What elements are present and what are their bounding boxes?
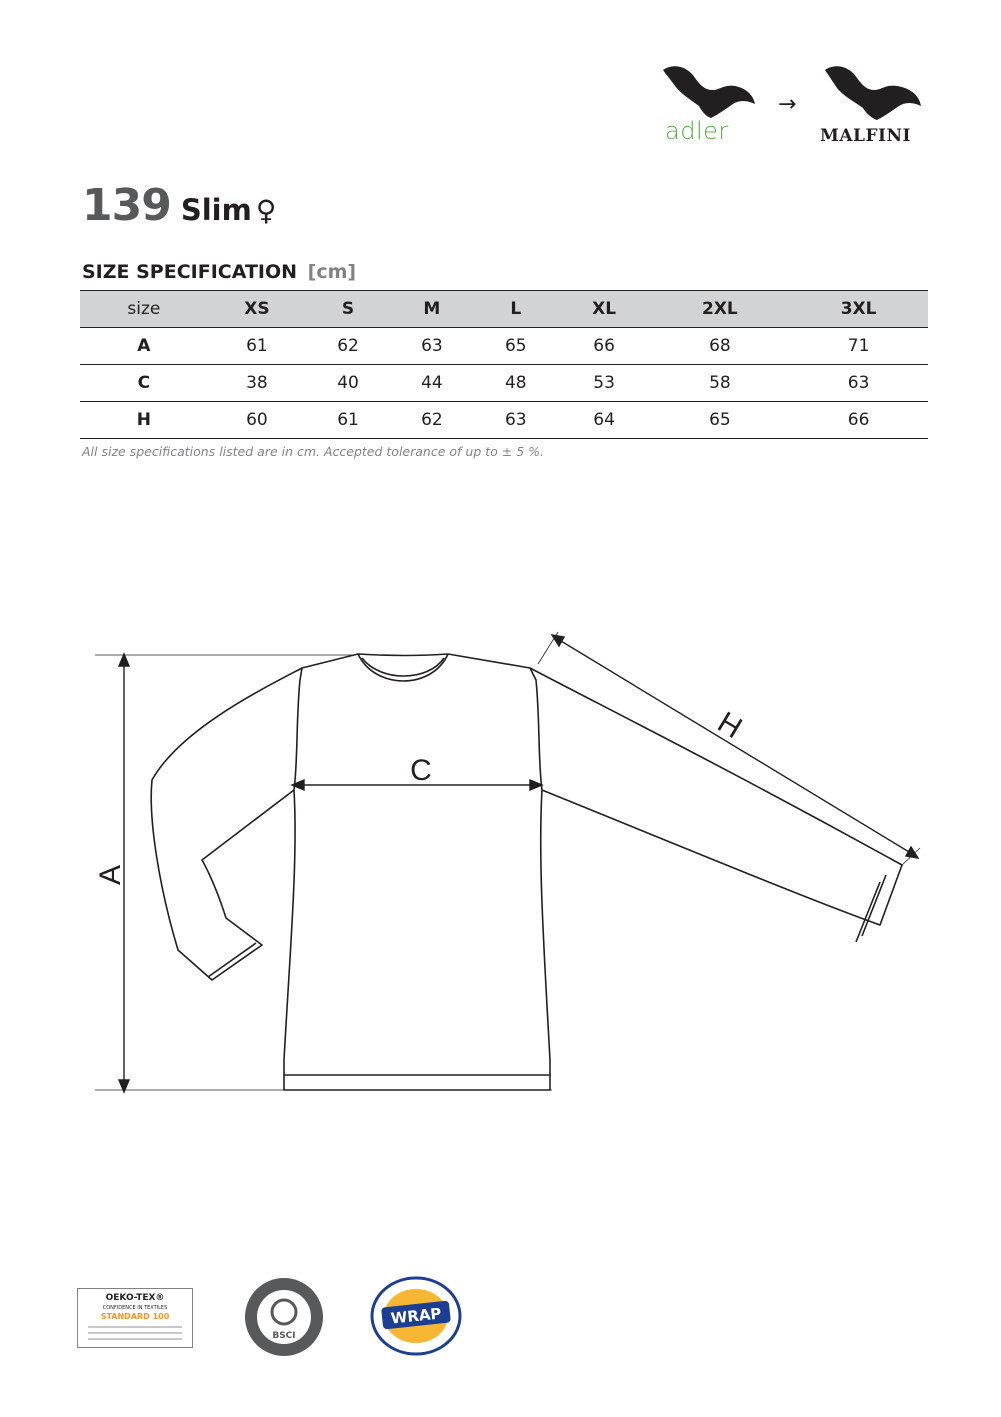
column-header: XS [208,291,306,328]
arrow-right-icon: → [778,92,797,117]
wrap-seal-icon [366,1274,466,1358]
table-cell: 63 [390,328,474,365]
table-cell: 53 [558,365,651,402]
female-gender-icon: ♀ [255,194,277,227]
shirt-left-sleeve [151,668,302,980]
wrap-label: WRAP [389,1304,443,1328]
dimension-label-a: A [94,864,127,886]
table-cell: 65 [651,402,790,439]
shirt-outline [284,654,550,1090]
size-table [80,290,928,439]
table-cell: 44 [390,365,474,402]
table-cell: 40 [306,365,390,402]
oeko-tex-badge [77,1288,193,1348]
bsci-seal-icon [243,1276,325,1358]
product-name: Slim [180,193,252,227]
table-cell: 64 [558,402,651,439]
size-spec-heading-text: SIZE SPECIFICATION [82,261,298,283]
malfini-logo-text: MALFINI [820,126,911,146]
table-row [80,328,928,365]
table-cell: 60 [208,402,306,439]
dimension-label-h: H [711,705,748,746]
column-header: size [80,291,208,328]
table-cell: 61 [208,328,306,365]
size-spec-heading [82,261,356,283]
table-cell: 61 [306,402,390,439]
table-cell: 63 [789,365,928,402]
adler-logo-text: adler [665,117,729,145]
shirt-right-sleeve [530,668,902,925]
oeko-subtitle: CONFIDENCE IN TEXTILES [102,1305,168,1311]
size-spec-unit: [cm] [307,261,357,283]
table-row [80,365,928,402]
product-number: 139 [82,180,171,231]
column-header: S [306,291,390,328]
product-title [82,180,276,231]
table-cell: 62 [390,402,474,439]
oeko-title: OEKO-TEX® [105,1293,165,1303]
column-header: 2XL [651,291,790,328]
table-cell: 65 [474,328,558,365]
row-label: A [80,328,208,365]
table-row [80,402,928,439]
shirt-measurement-diagram [90,620,930,1110]
table-header-row [80,291,928,328]
row-label: H [80,402,208,439]
table-cell: 62 [306,328,390,365]
column-header: L [474,291,558,328]
bsci-label: BSCI [272,1331,296,1341]
column-header: 3XL [789,291,928,328]
tolerance-note: All size specifications listed are in cm. Accepted tolerance of up to ± 5 %. [82,444,544,459]
table-cell: 66 [558,328,651,365]
column-header: M [390,291,474,328]
table-cell: 66 [789,402,928,439]
dimension-label-c: C [410,754,432,787]
table-cell: 38 [208,365,306,402]
row-label: C [80,365,208,402]
table-cell: 63 [474,402,558,439]
table-cell: 48 [474,365,558,402]
table-cell: 68 [651,328,790,365]
table-cell: 71 [789,328,928,365]
oeko-standard: STANDARD 100 [100,1312,170,1321]
table-cell: 58 [651,365,790,402]
column-header: XL [558,291,651,328]
